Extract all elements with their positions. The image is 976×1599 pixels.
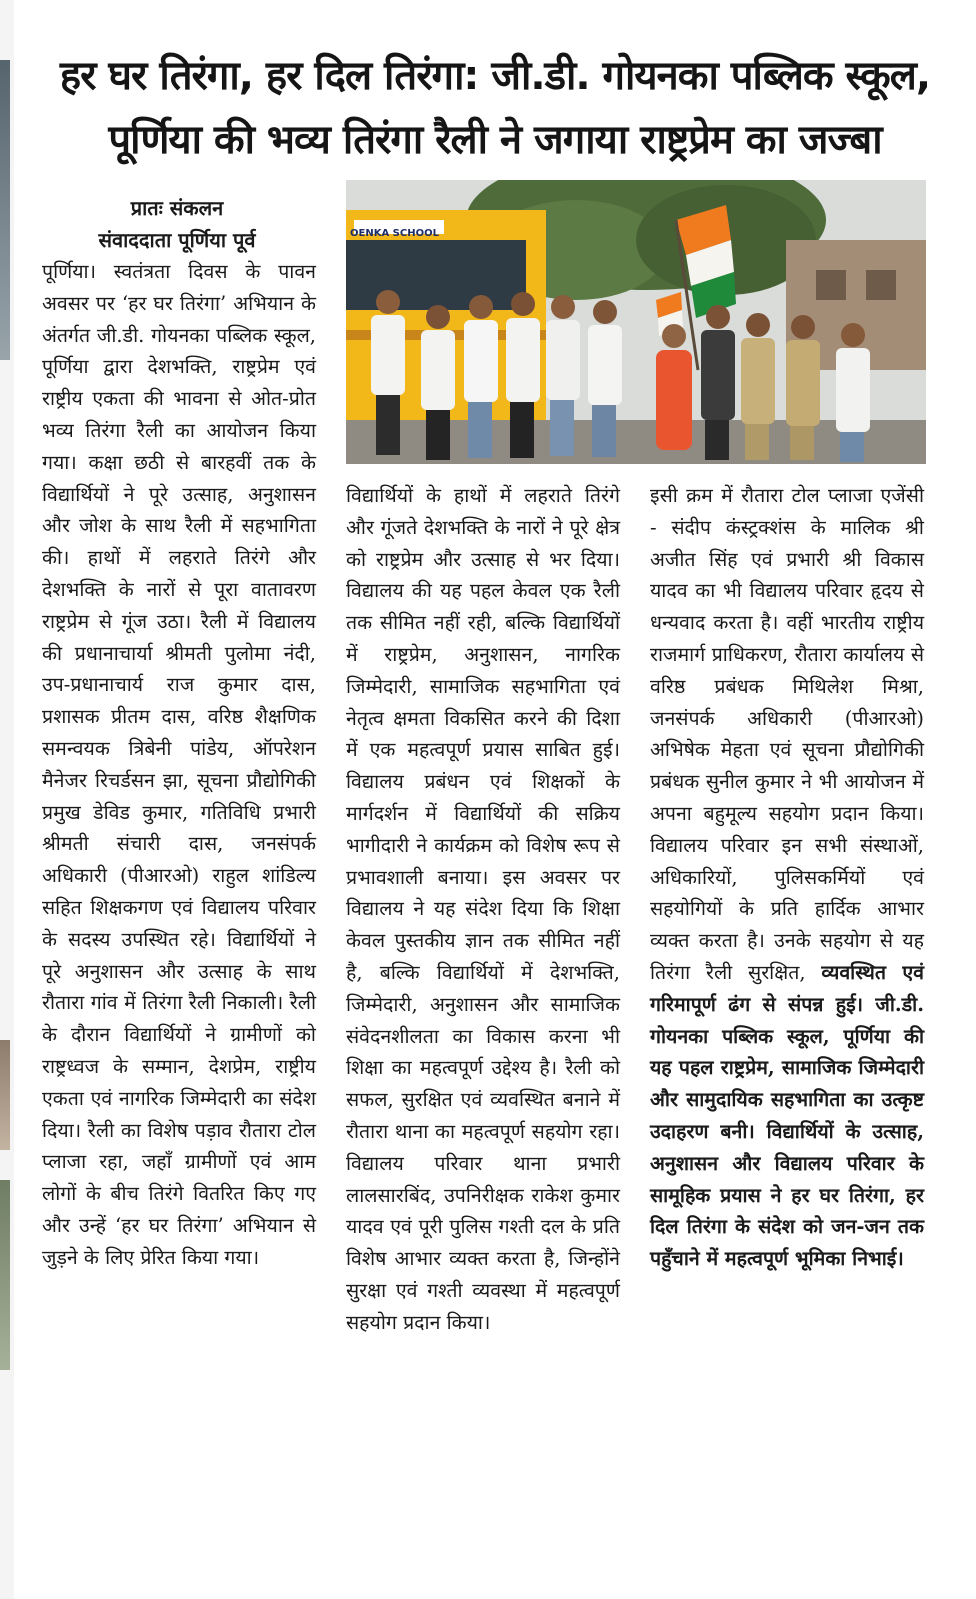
headline-line-2: पूर्णिया की भव्य तिरंगा रैली ने जगाया राष्ट्रप्रेम का जज्बा [108,117,882,163]
column-3-plain-text: इसी क्रम में रौतारा टोल प्लाजा एजेंसी - संदीप कंस्ट्रक्शंस के मालिक श्री अजीत सिंह एवं प्रभारी श्री विकास यादव का भी विद्यालय परिवार हृदय से धन्यवाद करता है। वहीं भारतीय राष्ट्रीय राजमार्ग प्राधिकरण, रौतारा कार्यालय से वरिष्ठ प्रबंधक मिथिलेश मिश्रा, जनसंपर्क अधिकारी (पीआरओ) अभिषेक मेहता एवं सूचना प्रौद्योगिकी प्रबंधक सुनील कुमार ने भी आयोजन में अपना बहुमूल्य सहयोग प्रदान किया। विद्यालय परिवार इन सभी संस्थाओं, अधिकारियों, पुलिसकर्मियों एवं सहयोगियों के प्रति हार्दिक आभार व्यक्त करता है। उनके सहयोग से यह तिरंगा रैली सुरक्षित, [650,484,924,984]
headline-line-1: हर घर तिरंगा, हर दिल तिरंगा: जी.डी. गोयनका पब्लिक स्कूल, [59,53,931,99]
article-headline [40,44,950,172]
column-1-text: पूर्णिया। स्वतंत्रता दिवस के पावन अवसर पर ‘हर घर तिरंगा’ अभियान के अंतर्गत जी.डी. गोयनका पब्लिक स्कूल, पूर्णिया द्वारा देशभक्ति, राष्ट्रप्रेम एवं राष्ट्रीय एकता की भावना से ओत-प्रोत भव्य तिरंगा रैली का आयोजन किया गया। कक्षा छठी से बारहवीं तक के विद्यार्थियों ने पूरे उत्साह, अनुशासन और जोश के साथ रैली में सहभागिता की। हाथों में लहराते तिरंगे और देशभक्ति के नारों से पूरा वातावरण राष्ट्रप्रेम से गूंज उठा। रैली में विद्यालय की प्रधानाचार्या श्रीमती पुलोमा नंदी, उप-प्रधानाचार्य राज कुमार दास, प्रशासक प्रीतम दास, वरिष्ठ शैक्षणिक समन्वयक त्रिबेनी पांडेय, ऑपरेशन मैनेजर रिचर्डसन झा, सूचना प्रौद्योगिकी प्रमुख डेविड कुमार, गतिविधि प्रभारी श्रीमती संचारी दास, जनसंपर्क अधिकारी (पीआरओ) राहुल शांडिल्य सहित शिक्षकगण एवं विद्यालय परिवार के सदस्य उपस्थित रहे। विद्यार्थियों ने पूरे अनुशासन और उत्साह के साथ रौतारा गांव में तिरंगा रैली निकाली। रैली के दौरान विद्यार्थियों ने ग्रामीणों को राष्ट्रध्वज के सम्मान, देशप्रेम, राष्ट्रीय एकता एवं नागरिक जिम्मेदारी का संदेश दिया। रैली का विशेष पड़ाव रौतारा टोल प्लाजा रहा, जहाँ ग्रामीणों एवं आम लोगों के बीच तिरंगे वितरित किए गए और उन्हें ‘हर घर तिरंगा’ अभियान से जुड़ने के लिए प्रेरित किया गया। [42,260,316,1269]
column-3-bold-text: व्यवस्थित एवं गरिमापूर्ण ढंग से संपन्न हुई। जी.डी. गोयनका पब्लिक स्कूल, पूर्णिया की यह पहल राष्ट्रप्रेम, सामाजिक जिम्मेदारी और सामुदायिक सहभागिता का उत्कृष्ट उदाहरण बनी। विद्यार्थियों के उत्साह, अनुशासन और विद्यालय परिवार के सामूहिक प्रयास ने हर घर तिरंगा, हर दिल तिरंगा के संदेश को जन-जन तक पहुँचाने में महत्वपूर्ण भूमिका निभाई। [650,960,925,1271]
article-column-2 [346,480,620,1339]
bus-school-name: OENKA SCHOOL [350,228,439,239]
byline [42,192,312,256]
column-2-text: विद्यार्थियों के हाथों में लहराते तिरंगे और गूंजते देशभक्ति के नारों ने पूरे क्षेत्र को राष्ट्रप्रेम और उत्साह से भर दिया। विद्यालय की यह पहल केवल एक रैली तक सीमित नहीं रही, बल्कि विद्यार्थियों में राष्ट्रप्रेम, अनुशासन, नागरिक जिम्मेदारी, सामाजिक सहभागिता एवं नेतृत्व क्षमता विकसित करने की दिशा में एक महत्वपूर्ण प्रयास साबित हुई। विद्यालय प्रबंधन एवं शिक्षकों के मार्गदर्शन में विद्यार्थियों की सक्रिय भागीदारी ने कार्यक्रम को विशेष रूप से प्रभावशाली बनाया। इस अवसर पर विद्यालय ने यह संदेश दिया कि शिक्षा केवल पुस्तकीय ज्ञान तक सीमित नहीं है, बल्कि विद्यार्थियों में देशभक्ति, जिम्मेदारी, अनुशासन और सामाजिक संवेदनशीलता का विकास करना भी शिक्षा का महत्वपूर्ण उद्देश्य है। रैली को सफल, सुरक्षित एवं व्यवस्थित बनाने में रौतारा थाना का महत्वपूर्ण सहयोग रहा। विद्यालय परिवार थाना प्रभारी लालसारबिंद, उपनिरीक्षक राकेश कुमार यादव एवं पूरी पुलिस गश्ती दल के प्रति विशेष आभार व्यक्त करता है, जिन्होंने सुरक्षा एवं गश्ती व्यवस्था में महत्वपूर्ण सहयोग प्रदान किया। [346,484,620,1334]
byline-source: प्रातः संकलन [130,196,224,220]
article-column-3 [650,480,924,1275]
rally-photo-illustration [346,180,926,464]
byline-reporter: संवाददाता पूर्णिया पूर्व [98,228,256,252]
adjacent-article-strip [0,0,14,1599]
column-3-text [650,480,924,1275]
adjacent-photo-fragment [0,1040,10,1150]
adjacent-photo-fragment [0,1180,10,1370]
article-column-1 [42,256,316,1274]
adjacent-photo-fragment [0,60,10,360]
rally-photo [346,180,926,464]
